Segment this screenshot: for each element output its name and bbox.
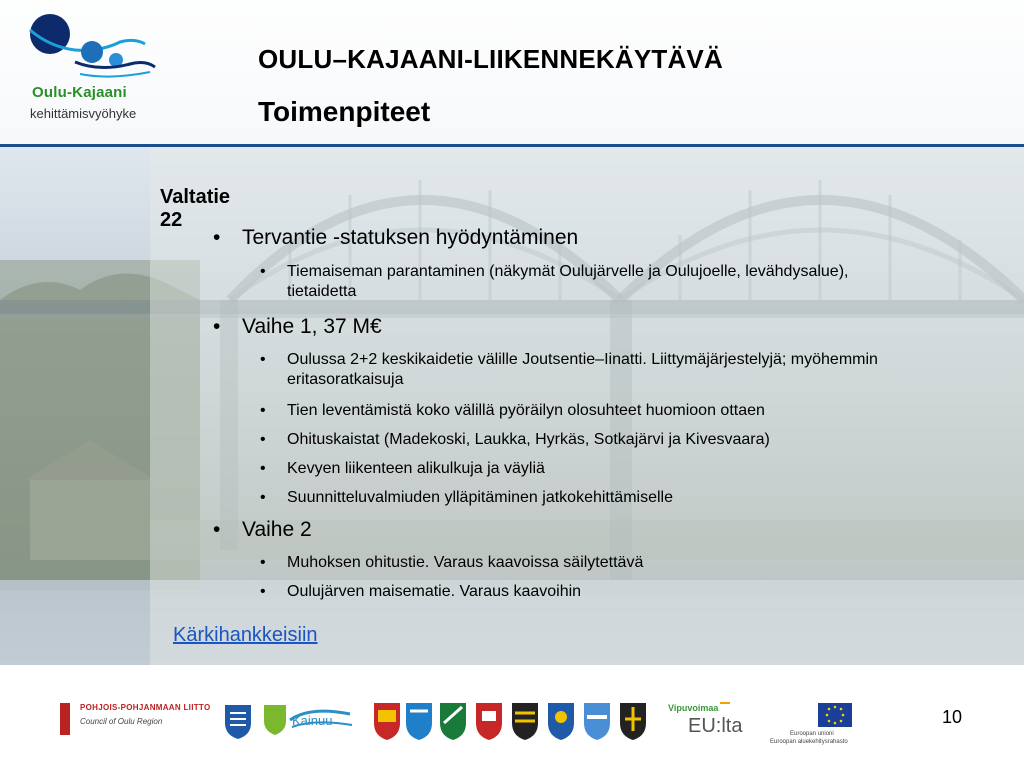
list-item-text: Oulujärven maisematie. Varaus kaavoihin <box>287 583 582 600</box>
list-item-level2 <box>260 582 900 602</box>
bullet: • <box>213 226 221 249</box>
bullet: • <box>260 489 266 506</box>
list-item-level2 <box>260 401 900 421</box>
list-item-label: Vaihe 2 <box>242 518 312 541</box>
list-item-text: Ohituskaistat (Madekoski, Laukka, Hyrkäs, Sotkajärvi ja Kivesvaara) <box>287 431 770 448</box>
bullet: • <box>213 518 221 541</box>
list-item-text: Tiemaiseman parantaminen (näkymät Oulujärvelle ja Oulujoelle, levähdysalue), tietaidetta <box>287 263 849 300</box>
crests-group-1 <box>225 705 286 739</box>
eu-text-line1: Euroopan unioni <box>790 731 834 737</box>
list-item-level2 <box>260 488 900 508</box>
footer <box>0 665 1024 768</box>
title-rule <box>0 144 1024 147</box>
pp-liitto-subtext: Council of Oulu Region <box>80 717 163 726</box>
page-number: 10 <box>942 707 963 727</box>
eu-flag-icon <box>818 703 852 727</box>
eulta-text: EU:lta <box>688 715 743 737</box>
bullet: • <box>213 315 221 338</box>
list-item-level2 <box>260 430 900 450</box>
list-item-level2 <box>260 459 900 479</box>
content-heading: Valtatie 22 <box>160 186 231 231</box>
slide-subtitle: Toimenpiteet <box>258 96 431 127</box>
list-item-text: Suunnitteluvalmiuden ylläpitäminen jatkokehittämiselle <box>287 489 673 506</box>
list-item-text: Tien leventämistä koko välillä pyöräilyn olosuhteet huomioon ottaen <box>287 402 765 419</box>
list-item-level2 <box>260 350 900 390</box>
slide-title: OULU–KAJAANI-LIIKENNEKÄYTÄVÄ <box>258 44 723 74</box>
oulu-kajaani-logo <box>20 12 160 127</box>
bullet: • <box>260 554 266 571</box>
vipuvoimaa-text: Vipuvoimaa <box>668 703 719 713</box>
bullet: • <box>260 402 266 419</box>
bullet: • <box>260 460 266 477</box>
list-item-text: Oulussa 2+2 keskikaidetie välille Joutsentie–Iinatti. Liittymäjärjestelyjä; myöhemmin eritasoratkaisuja <box>287 351 878 388</box>
logo-name: Oulu-Kajaani <box>32 84 127 101</box>
logo-subtitle: kehittämisvyöhyke <box>30 106 137 121</box>
karkihankkeisiin-link[interactable]: Kärkihankkeisiin <box>173 624 318 646</box>
eu-text-line2: Euroopan aluekehitysrahasto <box>770 739 848 745</box>
list-item-level2 <box>260 262 900 302</box>
pp-liitto-mark <box>60 703 70 735</box>
list-item-label: Tervantie -statuksen hyödyntäminen <box>242 226 579 249</box>
bullet: • <box>260 583 266 600</box>
crests-group-2 <box>374 703 646 740</box>
list-item-level2 <box>260 553 900 573</box>
logo-graphic <box>20 12 160 87</box>
bullet: • <box>260 351 266 368</box>
list-item-text: Kevyen liikenteen alikulkuja ja väyliä <box>287 460 545 477</box>
kainuu-text: Kainuu <box>292 713 333 728</box>
bullet: • <box>260 431 266 448</box>
pp-liitto-text: POHJOIS-POHJANMAAN LIITTO <box>80 703 211 712</box>
list-item-text: Muhoksen ohitustie. Varaus kaavoissa säilytettävä <box>287 554 644 571</box>
list-item-label: Vaihe 1, 37 M€ <box>242 315 382 338</box>
bullet: • <box>260 263 266 280</box>
